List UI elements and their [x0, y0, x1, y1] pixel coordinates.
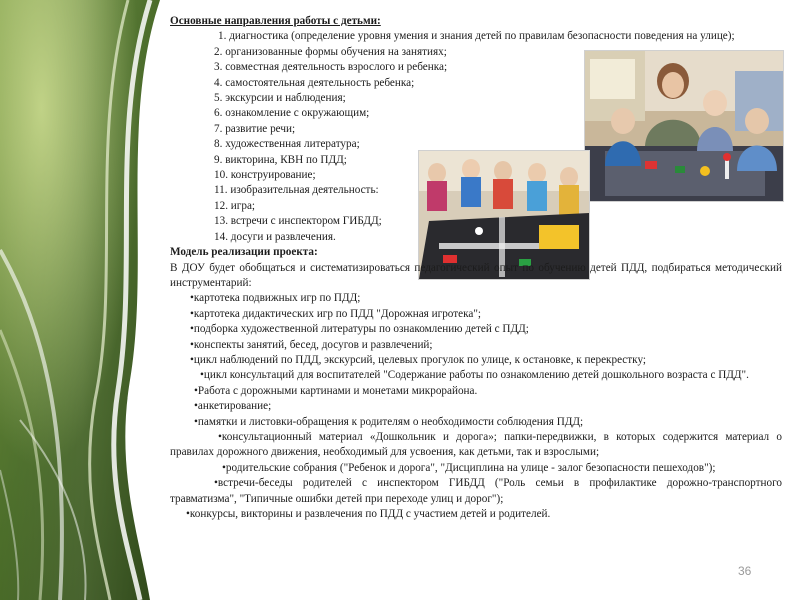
- bullet-item: •памятки и листовки-обращения к родителям о необходимости соблюдения ПДД;: [194, 415, 584, 428]
- direction-item: 5. экскурсии и наблюдения;: [214, 92, 346, 105]
- direction-item: 14. досуги и развлечения.: [214, 230, 336, 243]
- direction-item: 7. развитие речи;: [214, 122, 296, 135]
- bullet-item: •конспекты занятий, бесед, досугов и развлечений;: [190, 338, 433, 351]
- direction-item: 2. организованные формы обучения на занятиях;: [214, 45, 447, 58]
- direction-item: 4. самостоятельная деятельность ребенка;: [214, 76, 415, 89]
- direction-item: 10. конструирование;: [214, 169, 316, 182]
- direction-item: 9. викторина, КВН по ПДД;: [214, 153, 347, 166]
- heading-project-model: Модель реализации проекта:: [170, 246, 318, 259]
- bullet-item: •консультационный материал «Дошкольник и дорога»; папки-передвижки, в которых содержится материал о правилах дорожного движения, необходимый для усвоения, как детьми, так и взрослыми;: [170, 430, 782, 459]
- bullet-item: •встречи-беседы родителей с инспектором ГИБДД ("Роль семьи в профилактике дорожно-транспортного травматизма", "Типичные ошибки детей при переходе улиц и дорог");: [170, 477, 782, 505]
- direction-item: 11. изобразительная деятельность:: [214, 184, 379, 197]
- heading-work-directions: Основные направления работы с детьми:: [170, 15, 381, 27]
- bullet-item: •конкурсы, викторины и развлечения по ПДД с участием детей и родителей.: [186, 508, 551, 520]
- bullet-item: •родительские собрания ("Ребенок и дорога", "Дисциплина на улице - залог безопасности пешеходов");: [222, 461, 716, 474]
- sidebar-swirl-graphic: [0, 0, 165, 600]
- direction-item: 1. диагностика (определение уровня умения и знания детей по правилам безопасности поведения на улице);: [218, 30, 735, 43]
- bullet-item: •подборка художественной литературы по ознакомлению детей с ПДД;: [190, 323, 529, 336]
- model-intro: В ДОУ будет обобщаться и систематизироваться педагогический опыт по обучению детей ПДД, подбираться методический инструментарий:: [170, 261, 782, 289]
- bullet-item: •цикл консультаций для воспитателей "Содержание работы по ознакомлению детей дошкольного возраста с ПДД".: [200, 369, 749, 382]
- bullet-item: •цикл наблюдений по ПДД, экскурсий, целевых прогулок по улице, к остановке, к перекрестку;: [190, 353, 646, 366]
- page-number: 36: [738, 564, 752, 578]
- direction-item: 3. совместная деятельность взрослого и ребенка;: [214, 61, 448, 74]
- direction-item: 8. художественная литература;: [214, 138, 360, 151]
- bullet-item: •картотека дидактических игр по ПДД "Дорожная игротека";: [190, 307, 481, 320]
- direction-item: 12. игра;: [214, 199, 256, 212]
- bullet-item: •Работа с дорожными картинами и монетами микрорайона.: [194, 384, 478, 397]
- bullet-item: •анкетирование;: [194, 400, 272, 413]
- decorative-sidebar: [0, 0, 165, 600]
- slide-text: [170, 14, 782, 522]
- direction-item: 13. встречи с инспектором ГИБДД;: [214, 215, 382, 228]
- direction-item: 6. ознакомление с окружающим;: [214, 107, 370, 120]
- bullet-item: •картотека подвижных игр по ПДД;: [190, 292, 361, 305]
